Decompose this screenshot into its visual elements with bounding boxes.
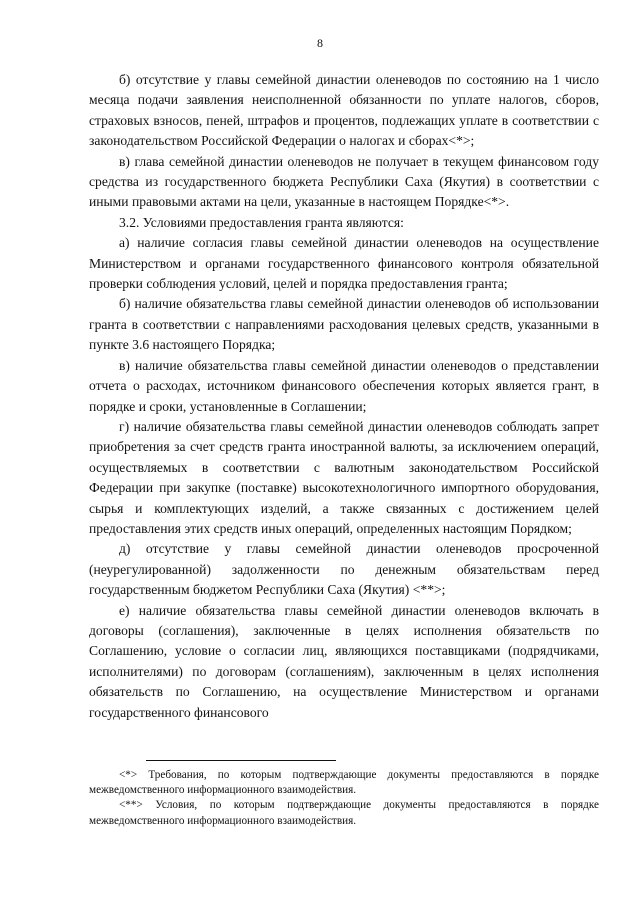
footnote-single-asterisk: <*> Требования, по которым подтверждающие документы предоставляются в порядке межведомственного информационного взаимодействия. xyxy=(89,769,599,797)
paragraph-condition-a: а) наличие согласия главы семейной династии оленеводов на осуществление Министерством и органами государственного финансового контроля обязательной проверки соблюдения условий, целей и порядка предоставления гранта; xyxy=(89,235,599,292)
paragraph-condition-e: е) наличие обязательства главы семейной династии оленеводов включать в договоры (соглашения), заключенные в целях исполнения обязательств по Соглашению, условие о согласии лиц, являющихся поставщиками (подрядчиками, исполнителями) по договорам (соглашениям), заключенным в целях исполнения обязательств по Соглашению, на осуществление Министерством и органами государственного финансового xyxy=(89,602,599,720)
paragraph-condition-d: д) отсутствие у главы семейной династии оленеводов просроченной (неурегулированной) задолженности по денежным обязательствам перед государственным бюджетом Республики Саха (Якутия) <**>; xyxy=(89,541,599,598)
paragraph-condition-b: б) наличие обязательства главы семейной династии оленеводов об использовании гранта в соответствии с направлениями расходования целевых средств, указанными в пункте 3.6 настоящего Порядка; xyxy=(89,296,599,353)
footnote-separator xyxy=(146,760,336,761)
paragraph-condition-g: г) наличие обязательства главы семейной династии оленеводов соблюдать запрет приобретения за счет средств гранта иностранной валюты, за исключением операций, осуществляемых в соответствии с валютным законодательством Российской Федерации при закупке (поставке) высокотехнологичного импортного оборудования, сырья и комплектующих изделий, а также связанных с достижением целей предоставления этих средств иных операций, определенных настоящим Порядком; xyxy=(89,418,599,536)
section-heading-3-2: 3.2. Условиями предоставления гранта являются: xyxy=(119,214,404,230)
document-body xyxy=(89,70,599,723)
paragraph-requirement-v: в) глава семейной династии оленеводов не получает в текущем финансовом году средства из государственного бюджета Республики Саха (Якутия) в соответствии с иными правовыми актами на цели, указанные в настоящем Порядке<*>. xyxy=(89,153,599,210)
paragraph-condition-v: в) наличие обязательства главы семейной династии оленеводов о представлении отчета о расходах, источником финансового обеспечения которых является грант, в порядке и сроки, установленные в Соглашении; xyxy=(89,357,599,414)
paragraph-requirement-b: б) отсутствие у главы семейной династии оленеводов по состоянию на 1 число месяца подачи заявления неисполненной обязанности по уплате налогов, сборов, страховых взносов, пеней, штрафов и процентов, подлежащих уплате в соответствии с законодательством Российской Федерации о налогах и сборах<*>; xyxy=(89,72,599,149)
footnote-double-asterisk: <**> Условия, по которым подтверждающие документы предоставляются в порядке межведомственного информационного взаимодействия. xyxy=(89,799,599,827)
footnotes xyxy=(89,768,599,829)
page-number: 8 xyxy=(317,36,323,50)
